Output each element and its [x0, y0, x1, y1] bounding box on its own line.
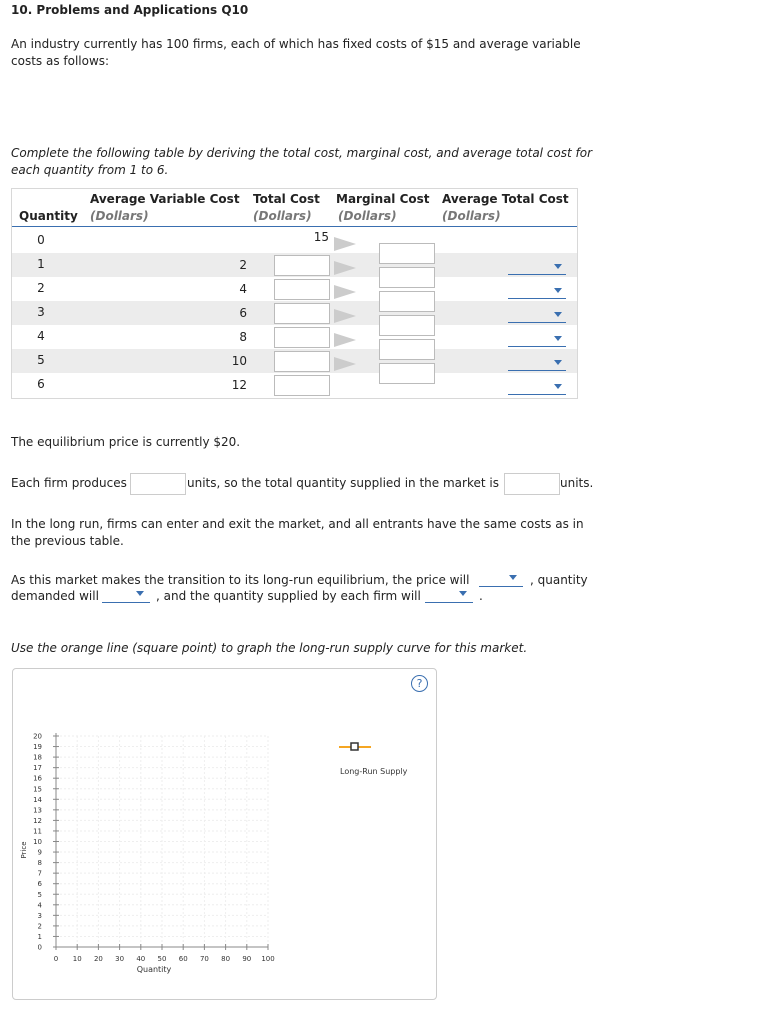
table-row: 0 15 — [12, 229, 577, 253]
y-tick-label: 0 — [37, 943, 42, 952]
y-tick-label: 8 — [37, 859, 42, 868]
quantity-demanded-dropdown[interactable] — [102, 588, 150, 603]
transition-text-3: demanded will — [11, 589, 99, 603]
table-instructions: Complete the following table by deriving the total cost, marginal cost, and average total cost for each quantity from 1 to 6. — [11, 146, 593, 177]
y-tick-label: 18 — [33, 753, 42, 762]
y-tick-label: 5 — [37, 890, 42, 899]
quantity-supplied-dropdown[interactable] — [425, 588, 473, 603]
x-tick-label: 90 — [242, 955, 252, 963]
market-quantity-input[interactable] — [504, 473, 560, 495]
chevron-down-icon — [554, 360, 562, 365]
arrow-icon — [334, 357, 356, 371]
total-cost-input-5[interactable] — [274, 351, 330, 372]
y-tick-label: 16 — [33, 774, 42, 783]
graph-panel — [12, 668, 437, 1000]
chevron-down-icon — [554, 288, 562, 293]
header-avc: Average Variable Cost — [90, 192, 240, 206]
chevron-down-icon — [554, 264, 562, 269]
price-direction-dropdown[interactable] — [479, 572, 523, 587]
arrow-icon — [334, 261, 356, 275]
atc-dropdown-6[interactable] — [508, 381, 566, 395]
arrow-icon — [334, 333, 356, 347]
marginal-cost-input-3[interactable] — [379, 291, 435, 312]
total-cost-input-3[interactable] — [274, 303, 330, 324]
y-tick-label: 19 — [33, 743, 42, 752]
marginal-cost-input-4[interactable] — [379, 315, 435, 336]
y-tick-label: 1 — [37, 932, 42, 941]
table-row: 2 4 — [12, 277, 577, 301]
table-row: 3 6 — [12, 301, 577, 325]
cost-table — [11, 188, 578, 399]
atc-dropdown-2[interactable] — [508, 285, 566, 299]
header-avc-unit: (Dollars) — [90, 209, 149, 223]
chevron-down-icon — [554, 336, 562, 341]
table-row: 6 12 — [12, 373, 577, 397]
transition-text-4: , and the quantity supplied by each firm will — [156, 589, 421, 603]
atc-dropdown-3[interactable] — [508, 309, 566, 323]
x-tick-label: 70 — [199, 955, 209, 963]
transition-text-1: As this market makes the transition to its long-run equilibrium, the price will — [11, 573, 470, 587]
header-marginal-cost: Marginal Cost — [336, 192, 430, 206]
header-tc-unit: (Dollars) — [253, 209, 312, 223]
supply-graph[interactable] — [13, 669, 436, 999]
y-tick-label: 2 — [37, 922, 42, 931]
arrow-icon — [334, 237, 356, 251]
header-atc-unit: (Dollars) — [442, 209, 501, 223]
chevron-down-icon — [136, 591, 144, 596]
page-title: 10. Problems and Applications Q10 — [11, 3, 249, 17]
units-label: units. — [560, 476, 594, 490]
chart-ticks — [33, 733, 275, 964]
chevron-down-icon — [554, 384, 562, 389]
equilibrium-text: The equilibrium price is currently $20. — [11, 435, 241, 449]
x-tick-label: 100 — [261, 955, 275, 963]
market-quantity-label: units, so the total quantity supplied in the market is — [187, 476, 499, 490]
y-tick-label: 14 — [33, 795, 42, 804]
arrow-icon — [334, 285, 356, 299]
header-average-total-cost: Average Total Cost — [442, 192, 569, 206]
y-tick-label: 10 — [33, 838, 42, 846]
y-tick-label: 9 — [37, 848, 42, 857]
x-tick-label: 50 — [157, 955, 167, 963]
x-tick-label: 10 — [72, 955, 82, 963]
x-tick-label: 30 — [115, 955, 125, 963]
graph-instruction: Use the orange line (square point) to graph the long-run supply curve for this market. — [11, 641, 528, 655]
y-tick-label: 17 — [33, 764, 42, 773]
x-tick-label: 40 — [136, 955, 146, 963]
x-axis-label: Quantity — [136, 965, 172, 974]
intro-text: An industry currently has 100 firms, each of which has fixed costs of $15 and average variable costs as follows: — [11, 37, 581, 68]
y-tick-label: 11 — [33, 827, 42, 836]
arrow-icon — [334, 309, 356, 323]
header-mc-unit: (Dollars) — [338, 209, 397, 223]
header-total-cost: Total Cost — [253, 192, 320, 206]
table-row: 5 10 — [12, 349, 577, 373]
y-axis-label: Price — [20, 841, 28, 859]
chevron-down-icon — [459, 591, 467, 596]
atc-dropdown-5[interactable] — [508, 357, 566, 371]
x-tick-label: 20 — [93, 955, 103, 963]
chevron-down-icon — [509, 575, 517, 580]
marginal-cost-input-1[interactable] — [379, 243, 435, 264]
each-firm-label: Each firm produces — [11, 476, 127, 490]
firm-output-input[interactable] — [130, 473, 186, 495]
long-run-text: In the long run, firms can enter and exit the market, and all entrants have the same costs as in the previous table. — [11, 517, 584, 548]
y-tick-label: 12 — [33, 816, 42, 825]
y-tick-label: 13 — [33, 806, 42, 815]
legend-long-run-supply[interactable] — [339, 743, 408, 776]
marginal-cost-input-5[interactable] — [379, 339, 435, 360]
y-tick-label: 7 — [37, 869, 42, 878]
help-icon[interactable]: ? — [411, 675, 428, 692]
total-cost-input-1[interactable] — [274, 255, 330, 276]
atc-dropdown-4[interactable] — [508, 333, 566, 347]
x-tick-label: 80 — [221, 955, 231, 963]
chevron-down-icon — [554, 312, 562, 317]
legend-label: Long-Run Supply — [340, 767, 408, 776]
transition-text-2: , quantity — [530, 573, 588, 587]
y-tick-label: 6 — [37, 880, 42, 889]
atc-dropdown-1[interactable] — [508, 261, 566, 275]
total-cost-input-6[interactable] — [274, 375, 330, 396]
total-cost-input-2[interactable] — [274, 279, 330, 300]
marginal-cost-input-6[interactable] — [379, 363, 435, 384]
total-cost-input-4[interactable] — [274, 327, 330, 348]
y-tick-label: 20 — [33, 732, 42, 741]
chart-grid — [56, 736, 268, 947]
y-tick-label: 4 — [37, 901, 42, 910]
square-point-icon — [351, 743, 358, 750]
total-cost-value: 15 — [313, 230, 329, 244]
marginal-cost-input-2[interactable] — [379, 267, 435, 288]
x-tick-label: 0 — [53, 955, 59, 963]
table-row: 4 8 — [12, 325, 577, 349]
header-quantity: Quantity — [19, 209, 78, 223]
y-tick-label: 3 — [37, 911, 42, 920]
y-tick-label: 15 — [33, 785, 42, 794]
x-tick-label: 60 — [178, 955, 188, 963]
transition-text-5: . — [479, 589, 483, 603]
table-row: 1 2 — [12, 253, 577, 277]
